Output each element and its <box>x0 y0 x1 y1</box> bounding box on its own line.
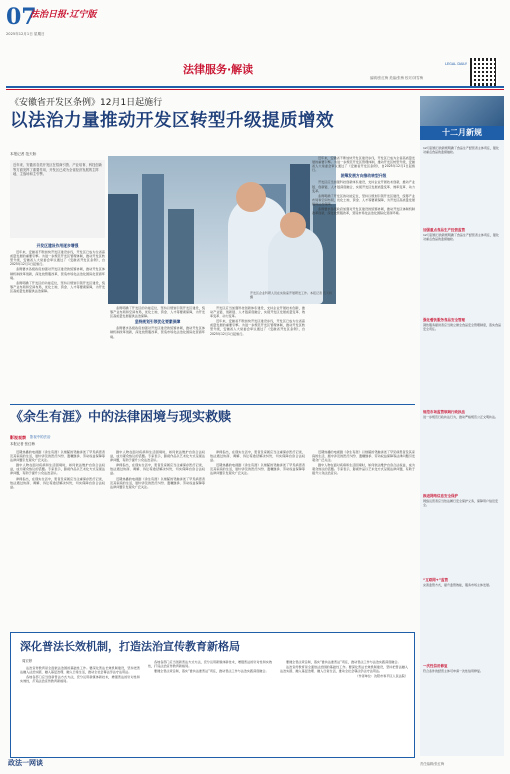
feature-paragraph: 剧中人物在面对疾病和生活困境时，如何依法维护自身合法权益，成为观众热议的话题。专家表示，影视作品以艺术化方式呈现法律问题，有助于提升公众法治意识。 <box>110 450 205 463</box>
commentary-paragraph: 要健全普法责任制，落实“谁执法谁普法”责任，推动普法工作与法治实践深度融合。 <box>154 669 269 674</box>
legal-daily-label: LEGAL DAILY <box>445 62 468 66</box>
feature-paragraph: 律师指出，在现实生活中，患者及家属应当注重保存医疗记录，依法通过协商、调解、诉讼等途径解决纠纷，切实保障自身合法权益。 <box>110 463 205 476</box>
commentary-headline: 深化普法长效机制，打造法治宣传教育新格局 <box>20 640 240 653</box>
feature-column-4 <box>312 450 415 626</box>
lead-paragraph: 近年来，安徽省不断加快开发区建设步伐，开发区已成为全省高质量发展的重要引擎。为进一步规范开发区管理体制，推动开发区转型升级，安徽省人大常委会审议通过了《安徽省开发区条例》，自2025年12月1日起施行。 <box>10 250 105 267</box>
photo-caption: 开发区企业科研人员在实验室开展研发工作。本报记者 范天娇 摄 <box>250 291 332 299</box>
lead-paragraph: 条例要求各级政府加强对开发区建设的统筹协调，推动开发区体制机制改革创新，深化放管服改革，营造市场化法治化国际化营商环境。 <box>110 326 205 339</box>
rail-item-head: 推进网络信息安全保护 <box>423 494 458 498</box>
commentary-paragraph: 法治宣传教育是全面依法治国的基础性工作。要深化普法长效机制建设，坚持把普法融入法治实践、融入基层治理、融入日常生活，推动全社会尊法学法守法用法。 <box>20 666 140 675</box>
rail-item-head: 一次性信用修复 <box>423 664 448 668</box>
rail-item-body: 符合条件的经营主体可申请一次性信用修复。 <box>423 669 484 673</box>
rail-item-body: 12月起施行的新规明确了食品生产经营者主体责任，强化对重点食品的监督抽检。 <box>423 233 499 241</box>
feature-paragraph: 近期热播的电视剧《余生有涯》以细腻的笔触讲述了罕见病患者及其家庭的生活，剧中涉及的医疗纠纷、遗嘱继承、劳动权益保障等法律问题引发观众广泛关注。 <box>110 476 205 489</box>
rail-item <box>423 578 501 587</box>
commentary-paragraph: 各地各部门应当创新普法方式方法，充分运用新媒体新技术，增强普法的针对性和实效性，打造法治宣传教育新格局。 <box>148 660 272 669</box>
rail-item <box>423 318 501 331</box>
feature-headline: 《余生有涯》中的法律困境与现实救赎 <box>10 410 232 425</box>
rail-title: 十二月新规 <box>420 126 504 140</box>
lead-paragraph: 条例明确了开发区的功能定位，坚持以规划引领开发区建设，统筹产业布局和空间布局，优化土地、资金、人才等要素保障，为开发区高质量发展提供法治保障。 <box>312 193 415 206</box>
lead-paragraph: 条例要求各级政府加强对开发区建设的统筹协调，推动开发区体制机制改革创新，深化放管服改革，营造市场化法治化国际化营商环境。 <box>10 267 105 280</box>
lead-column-4 <box>312 156 415 402</box>
page-number: 07 <box>6 4 37 30</box>
lead-subhead-2: 坚持规划引领优化要素保障 <box>134 319 181 325</box>
commentary-column-2 <box>148 660 272 752</box>
feature-paragraph: 近期热播的电视剧《余生有涯》以细腻的笔触讲述了罕见病患者及其家庭的生活，剧中涉及的医疗纠纷、遗嘱继承、劳动权益保障等法律问题引发观众广泛关注。 <box>210 463 305 476</box>
feature-tag: 影视观察 <box>10 435 26 440</box>
feature-paragraph: 剧中人物在面对疾病和生活困境时，如何依法维护自身合法权益，成为观众热议的话题。专家表示，影视作品以艺术化方式呈现法律问题，有助于提升公众法治意识。 <box>312 463 415 476</box>
feature-column-1 <box>10 450 105 626</box>
rail-item <box>423 664 501 673</box>
rail-item-body: 餐饮服务提供者应当建立健全食品安全管理制度，落实食品安全责任。 <box>423 323 502 331</box>
feature-paragraph: 剧中人物在面对疾病和生活困境时，如何依法维护自身合法权益，成为观众热议的话题。专家表示，影视作品以艺术化方式呈现法律问题，有助于提升公众法治意识。 <box>10 463 105 476</box>
lab-photo <box>108 156 336 304</box>
rail-item <box>423 410 501 419</box>
feature-column-2 <box>110 450 205 626</box>
commentary-byline: 周宏婷 <box>22 659 33 663</box>
rail-item-body: 完善监管方式，提升监管效能，服务市场主体发展。 <box>423 583 493 587</box>
commentary-paragraph: 法治宣传教育是全面依法治国的基础性工作。要深化普法长效机制建设，坚持把普法融入法治实践、融入基层治理、融入日常生活，推动全社会尊法学法守法用法。 <box>280 665 408 674</box>
lead-column-3 <box>210 306 305 402</box>
lead-column-2 <box>110 306 205 402</box>
rail-item-head: 强化餐饮服务食品安全管理 <box>423 318 465 322</box>
footer-staff: 责任编辑/张红梅 <box>420 762 445 766</box>
lead-paragraph: 近年来，安徽省不断加快开发区建设步伐，开发区已成为全省高质量发展的重要引擎。为进一步规范开发区管理体制，推动开发区转型升级，安徽省人大常委会审议通过了《安徽省开发区条例》，自2025年12月1日起施行。 <box>210 319 305 336</box>
paper-name: 法治日报·辽宁版 <box>30 10 97 20</box>
commentary-paragraph: 要健全普法责任制，落实“谁执法谁普法”责任，推动普法工作与法治实践深度融合。 <box>286 660 401 664</box>
lead-paragraph: 条例明确了开发区的功能定位，坚持以规划引领开发区建设，统筹产业布局和空间布局，优化土地、资金、人才等要素保障，为开发区高质量发展提供法治保障。 <box>110 306 205 319</box>
section-title: 法律服务·解读 <box>183 63 254 76</box>
lead-subhead-3: 统筹发展方向推动转型升级 <box>340 173 387 179</box>
commentary-column-1 <box>20 666 140 752</box>
lead-subtitle: 《安徽省开发区条例》12月1日起施行 <box>10 98 163 108</box>
feature-paragraph: 近期热播的电视剧《余生有涯》以细腻的笔触讲述了罕见病患者及其家庭的生活，剧中涉及的医疗纠纷、遗嘱继承、劳动权益保障等法律问题引发观众广泛关注。 <box>312 450 415 463</box>
commentary-column-3 <box>280 660 408 752</box>
rail-item-head: 规范市场监管领域行政执法 <box>423 410 465 414</box>
header-rule <box>6 86 504 88</box>
header-rule-accent <box>6 89 504 90</box>
commentary-note: （作者单位：沈阳市和平区人民法院） <box>355 674 408 679</box>
lead-column-1 <box>10 242 105 402</box>
qr-code-icon <box>470 58 498 86</box>
feature-paragraph: 律师指出，在现实生活中，患者及家属应当注重保存医疗记录，依法通过协商、调解、诉讼等途径解决纠纷，切实保障自身合法权益。 <box>210 450 305 463</box>
lead-subhead-1: 开发区建设作用逐步增强 <box>36 243 79 248</box>
feature-column-3 <box>210 450 305 626</box>
rail-intro <box>423 146 501 154</box>
lead-paragraph: 开发区应当加强科技创新体系建设，支持企业开展技术创新，推动产业链、创新链、人才链深度融合，实现开发区发展质量变革、效率变革、动力变革。 <box>210 306 305 319</box>
footer-column-label: 政法一网谈 <box>8 759 43 767</box>
lead-intro: 近年来，安徽省各类开发区在招商引资、产业培育、科技创新等方面发挥了重要作用，开发区已成为全省经济发展的主阵地、主战场和主引擎。 <box>10 160 105 238</box>
lead-paragraph: 条例要求各级政府加强对开发区建设的统筹协调，推动开发区体制机制改革创新，深化放管服改革，营造市场化法治化国际化营商环境。 <box>312 207 415 216</box>
masthead <box>6 6 504 66</box>
lead-paragraph: 条例明确了开发区的功能定位，坚持以规划引领开发区建设，统筹产业布局和空间布局，优化土地、资金、人才等要素保障，为开发区高质量发展提供法治保障。 <box>10 280 105 293</box>
feature-paragraph: 律师指出，在现实生活中，患者及家属应当注重保存医疗记录，依法通过协商、调解、诉讼等途径解决纠纷，切实保障自身合法权益。 <box>10 476 105 489</box>
rail-item <box>423 494 501 507</box>
issue-date: 2025年12月1日 星期日 <box>6 32 45 36</box>
lead-headline: 以法治力量推动开发区转型升级提质增效 <box>10 111 334 131</box>
feature-byline: 本报记者 张红梅 <box>10 442 35 446</box>
rail-intro-text: 12月起施行的新规明确了食品生产经营者主体责任，强化对重点食品的监督抽检。 <box>423 146 499 154</box>
rail-item-head: 加强重点食品生产经营监管 <box>423 228 465 232</box>
commentary-paragraph: 各地各部门应当创新普法方式方法，充分运用新媒体新技术，增强普法的针对性和实效性，打造法治宣传教育新格局。 <box>20 675 140 684</box>
rail-hero-image <box>420 96 504 126</box>
feature-tag-note: 影视中的法治 <box>30 435 51 439</box>
rail-item-head: “互联网+”监管 <box>423 578 449 582</box>
editor-credits: 编辑/张红梅 美编/张梅 校对/刘雪梅 <box>370 76 424 80</box>
section-divider <box>10 404 415 405</box>
rail-item-body: 网络运营者应当依法履行安全保护义务，保障用户信息安全。 <box>423 499 499 507</box>
lead-byline: 本报记者 范天娇 <box>10 152 37 156</box>
lead-paragraph: 开发区应当加强科技创新体系建设，支持企业开展技术创新，推动产业链、创新链、人才链深度融合，实现开发区发展质量变革、效率变革、动力变革。 <box>312 180 415 193</box>
feature-paragraph: 近期热播的电视剧《余生有涯》以细腻的笔触讲述了罕见病患者及其家庭的生活，剧中涉及的医疗纠纷、遗嘱继承、劳动权益保障等法律问题引发观众广泛关注。 <box>10 450 105 463</box>
lead-paragraph: 近年来，安徽省不断加快开发区建设步伐，开发区已成为全省高质量发展的重要引擎。为进一步规范开发区管理体制，推动开发区转型升级，安徽省人大常委会审议通过了《安徽省开发区条例》，自2025年12月1日起施行。 <box>312 156 415 173</box>
rail-item-body: 进一步规范行政执法行为，推动严格规范公正文明执法。 <box>423 415 499 419</box>
rail-item <box>423 228 501 241</box>
